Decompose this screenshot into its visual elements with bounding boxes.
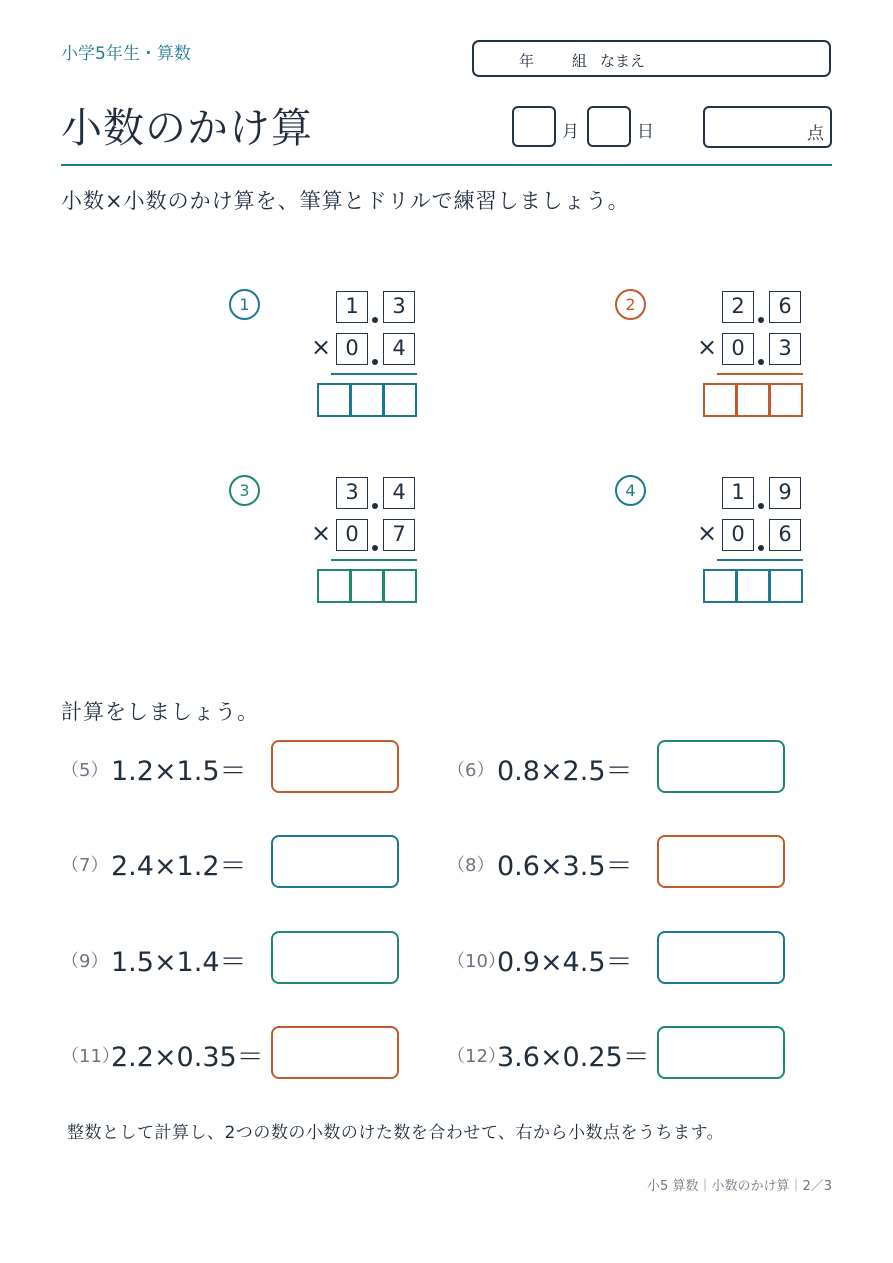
answer-cell[interactable] — [383, 569, 417, 603]
answer-cell[interactable] — [350, 383, 384, 417]
drill-expression: 0.8×2.5＝ — [497, 756, 633, 787]
drill-expression: 3.6×0.25＝ — [497, 1042, 650, 1073]
digit-cell: 2 — [722, 291, 754, 323]
problem-number-circle: 4 — [615, 475, 646, 506]
decimal-point — [758, 545, 764, 551]
drill-heading: 計算をしましょう。 — [61, 700, 259, 724]
digit-cell: 0 — [336, 519, 368, 551]
times-sign: × — [697, 519, 718, 547]
drill-item-9 — [61, 931, 401, 985]
decimal-point — [758, 503, 764, 509]
answer-cell[interactable] — [383, 383, 417, 417]
problem-number-circle: 1 — [229, 289, 260, 320]
drill-item-5 — [61, 740, 401, 794]
drill-expression: 2.4×1.2＝ — [111, 851, 247, 882]
drill-item-12 — [447, 1026, 787, 1080]
decimal-point — [372, 317, 378, 323]
decimal-point — [758, 359, 764, 365]
score-label: 点 — [807, 124, 824, 144]
drill-item-10 — [447, 931, 787, 985]
drill-answer-box[interactable] — [657, 1026, 785, 1079]
digit-cell: 6 — [769, 519, 801, 551]
drill-number: （5） — [61, 760, 109, 781]
times-sign: × — [697, 333, 718, 361]
column-problem-1 — [229, 289, 429, 429]
month-label: 月 — [562, 122, 579, 142]
decimal-point — [758, 317, 764, 323]
decimal-point — [372, 503, 378, 509]
drill-item-8 — [447, 835, 787, 889]
drill-expression: 2.2×0.35＝ — [111, 1042, 264, 1073]
class-label: 組 — [572, 52, 588, 70]
digit-cell: 7 — [383, 519, 415, 551]
name-label: なまえ — [600, 52, 646, 70]
answer-cell[interactable] — [703, 569, 737, 603]
column-problem-4 — [615, 475, 815, 615]
answer-cell[interactable] — [736, 383, 770, 417]
problem-number-circle: 2 — [615, 289, 646, 320]
answer-cell[interactable] — [769, 383, 803, 417]
digit-cell: 1 — [722, 477, 754, 509]
result-line — [717, 373, 803, 375]
year-label: 年 — [519, 52, 535, 70]
score-box[interactable] — [703, 106, 832, 148]
answer-cell[interactable] — [317, 383, 351, 417]
drill-answer-box[interactable] — [271, 740, 399, 793]
drill-answer-box[interactable] — [657, 835, 785, 888]
column-problem-3 — [229, 475, 429, 615]
drill-expression: 0.9×4.5＝ — [497, 947, 633, 978]
digit-cell: 0 — [722, 333, 754, 365]
page-footer: 小5 算数｜小数のかけ算｜2／3 — [647, 1179, 832, 1194]
drill-expression: 1.5×1.4＝ — [111, 947, 247, 978]
drill-number: （12） — [447, 1046, 506, 1067]
page-title: 小数のかけ算 — [61, 104, 313, 152]
digit-cell: 6 — [769, 291, 801, 323]
drill-answer-box[interactable] — [271, 1026, 399, 1079]
drill-number: （11） — [61, 1046, 120, 1067]
drill-item-11 — [61, 1026, 401, 1080]
name-box[interactable] — [472, 40, 831, 77]
header-divider — [61, 164, 832, 166]
drill-number: （9） — [61, 951, 109, 972]
grade-label: 小学5年生・算数 — [61, 44, 191, 64]
digit-cell: 3 — [769, 333, 801, 365]
digit-cell: 3 — [336, 477, 368, 509]
digit-cell: 0 — [336, 333, 368, 365]
drill-answer-box[interactable] — [657, 931, 785, 984]
intro-text: 小数×小数のかけ算を、筆算とドリルで練習しましょう。 — [61, 189, 630, 213]
digit-cell: 4 — [383, 477, 415, 509]
problem-number-circle: 3 — [229, 475, 260, 506]
column-problem-2 — [615, 289, 815, 429]
drill-answer-box[interactable] — [271, 931, 399, 984]
decimal-point — [372, 359, 378, 365]
answer-cell[interactable] — [769, 569, 803, 603]
digit-cell: 0 — [722, 519, 754, 551]
drill-item-7 — [61, 835, 401, 889]
digit-cell: 3 — [383, 291, 415, 323]
digit-cell: 9 — [769, 477, 801, 509]
drill-expression: 1.2×1.5＝ — [111, 756, 247, 787]
times-sign: × — [311, 519, 332, 547]
day-label: 日 — [637, 122, 654, 142]
drill-answer-box[interactable] — [271, 835, 399, 888]
times-sign: × — [311, 333, 332, 361]
drill-expression: 0.6×3.5＝ — [497, 851, 633, 882]
decimal-point — [372, 545, 378, 551]
result-line — [331, 373, 417, 375]
answer-cell[interactable] — [736, 569, 770, 603]
day-box[interactable] — [587, 106, 631, 147]
drill-answer-box[interactable] — [657, 740, 785, 793]
answer-cell[interactable] — [317, 569, 351, 603]
result-line — [331, 559, 417, 561]
month-box[interactable] — [512, 106, 556, 147]
drill-number: （8） — [447, 855, 495, 876]
drill-number: （7） — [61, 855, 109, 876]
drill-number: （10） — [447, 951, 506, 972]
answer-cell[interactable] — [350, 569, 384, 603]
hint-note: 整数として計算し、2つの数の小数のけた数を合わせて、右から小数点をうちます。 — [67, 1123, 725, 1143]
result-line — [717, 559, 803, 561]
drill-item-6 — [447, 740, 787, 794]
digit-cell: 1 — [336, 291, 368, 323]
digit-cell: 4 — [383, 333, 415, 365]
drill-number: （6） — [447, 760, 495, 781]
answer-cell[interactable] — [703, 383, 737, 417]
